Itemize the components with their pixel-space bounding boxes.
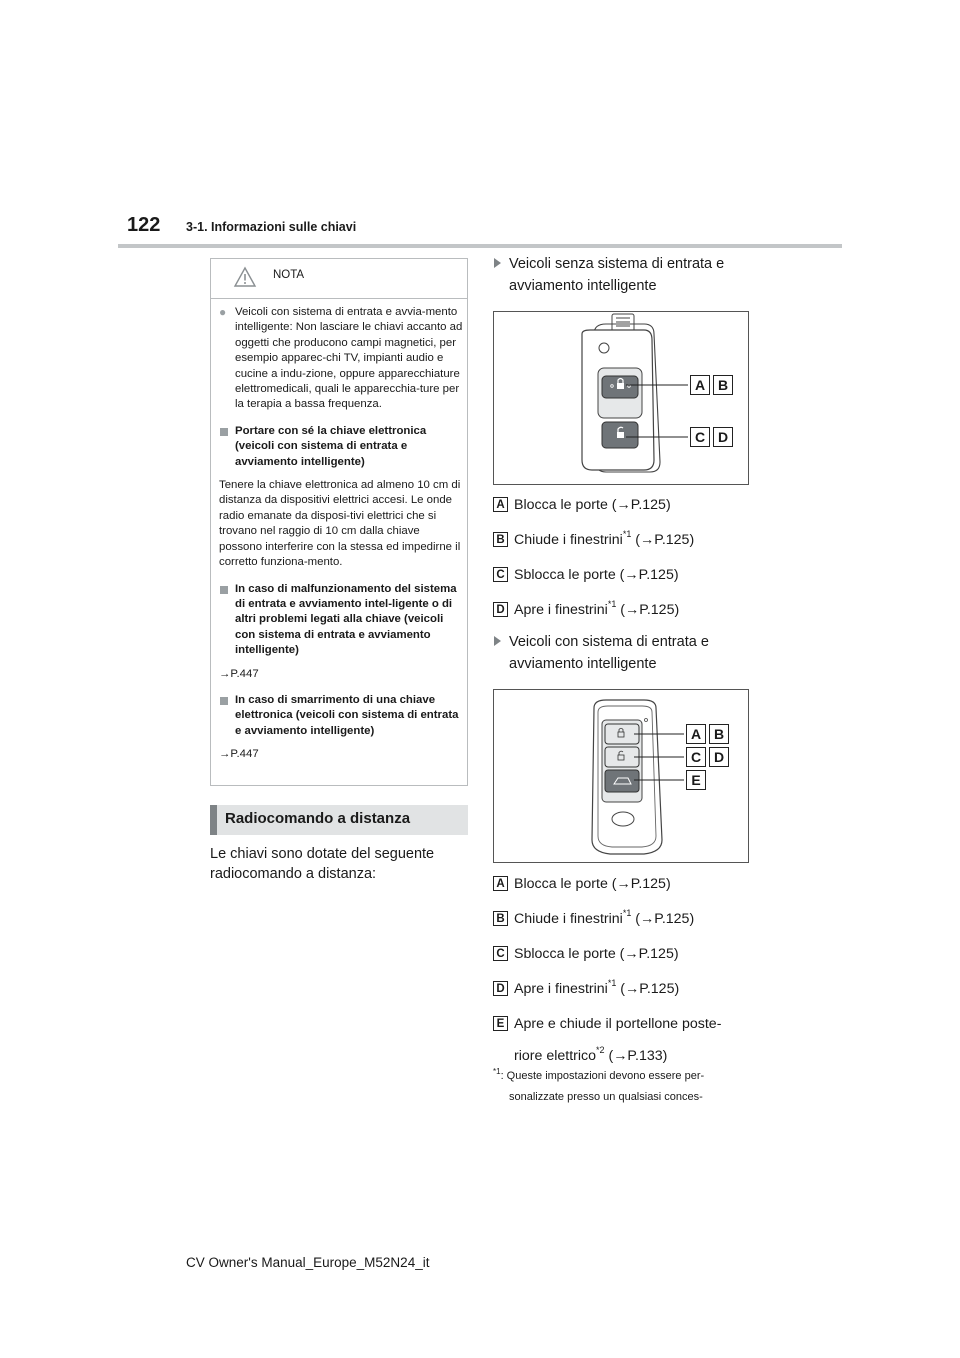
figure-label-c: C: [690, 427, 710, 447]
square-bullet-icon: [220, 586, 228, 594]
legend-text: Apre i finestrini$^{*1}$ (→P.125): [514, 599, 680, 618]
smart-key-figure: [493, 689, 749, 863]
variant2-heading-line2: avviamento intelligente: [509, 656, 657, 672]
legend-letter: C: [493, 567, 508, 582]
variant1-heading-line2: avviamento intelligente: [509, 278, 657, 294]
legend-text: Blocca le porte (→P.125): [514, 876, 671, 892]
legend-text: Sblocca le porte (→P.125): [514, 946, 679, 962]
smart-key-illustration: [494, 690, 748, 862]
header-rule: [118, 244, 842, 248]
nota-item-ref: →P.447: [219, 667, 259, 680]
variant1-heading-line1: Veicoli senza sistema di entrata e: [509, 256, 725, 272]
variant2-heading-line1: Veicoli con sistema di entrata e: [509, 634, 709, 650]
legend-letter: C: [493, 946, 508, 961]
warning-icon: [233, 266, 257, 288]
figure-label-b: B: [709, 724, 729, 744]
nota-item-title: In caso di smarrimento di una chiave elettronica (veicoli con sistema di entrata e avviamento intelligente): [235, 693, 459, 737]
heading-bar: [210, 805, 217, 835]
triangle-bullet-icon: [494, 636, 501, 646]
nota-header: [211, 259, 467, 299]
footnote: [493, 1066, 763, 1108]
nota-item-ref: →P.447: [219, 748, 259, 761]
figure-label-c: C: [686, 747, 706, 767]
nota-item-title: Portare con sé la chiave elettronica (veicoli con sistema di entrata e avviamento intelligente): [235, 424, 427, 468]
legend-letter: D: [493, 981, 508, 996]
square-bullet-icon: [220, 428, 228, 436]
nota-item-body: Tenere la chiave elettronica ad almeno 10 cm di distanza da dispositivi elettrici accesi. Le onde radio emanate da disposi-tivi elettrici che si trovano nel raggio di 10 cm dalla chiave possono interferire con la stessa ed impedirne il corretto funziona-mento.: [219, 479, 461, 569]
legend-text: Sblocca le porte (→P.125): [514, 567, 679, 583]
nota-divider: [211, 298, 467, 299]
nota-item: [219, 424, 463, 470]
nota-item-text: Veicoli con sistema di entrata e avvia-mento intelligente: Non lasciare le chiavi accanto ad oggetti che producono campi magnetici, per esempio apparec-chi TV, impianti audio e cucine a indu-zione, oppure apparecchiature elettromedicali, quali le apparecchia-ture per la terapia a bassa frequenza.: [235, 306, 463, 411]
legend-text: Apre e chiude il portellone poste-: [514, 1016, 722, 1032]
figure-label-a: A: [686, 724, 706, 744]
section-title: 3-1. Informazioni sulle chiavi: [186, 220, 357, 234]
radio-heading-text: Radiocomando a distanza: [225, 810, 411, 827]
nota-item: [219, 305, 463, 413]
figure-label-d: D: [713, 427, 733, 447]
legend-text: Apre i finestrini$^{*1}$ (→P.125): [514, 978, 680, 997]
folding-key-illustration: [494, 312, 748, 484]
legend-letter: A: [493, 497, 508, 512]
variant2-heading: [492, 631, 779, 675]
legend-text: Blocca le porte (→P.125): [514, 497, 671, 513]
legend-letter: D: [493, 602, 508, 617]
nota-box: [210, 258, 468, 786]
square-bullet-icon: [220, 697, 228, 705]
nota-item: [219, 693, 463, 739]
legend-text-line2: riore elettrico$^{*2}$ (→P.133): [514, 1045, 668, 1064]
legend-letter: B: [493, 532, 508, 547]
legend-text: Chiude i finestrini$^{*1}$ (→P.125): [514, 908, 695, 927]
legend-letter: E: [493, 1016, 508, 1031]
page-number: 122: [127, 214, 161, 236]
legend-letter: B: [493, 911, 508, 926]
footnote-line1: $^{*1}$: Queste impostazioni devono essere per-: [493, 1067, 705, 1082]
nota-item-title: In caso di malfunzionamento del sistema di entrata e avviamento intel-ligente o di altri problemi legati alla chiave (veicoli con sistema di entrata e avviamento intelligente): [235, 582, 457, 657]
nota-label: NOTA: [273, 269, 305, 281]
figure-label-e: E: [686, 770, 706, 790]
nota-item: [219, 582, 463, 659]
triangle-bullet-icon: [494, 258, 501, 268]
figure-label-d: D: [709, 747, 729, 767]
circle-bullet-icon: ●: [219, 305, 227, 319]
figure-label-b: B: [713, 375, 733, 395]
figure-label-a: A: [690, 375, 710, 395]
footer: CV Owner's Manual_Europe_M52N24_it: [186, 1255, 430, 1270]
legend-text: Chiude i finestrini$^{*1}$ (→P.125): [514, 529, 695, 548]
nota-body: [219, 305, 463, 774]
variant1-heading: [492, 253, 779, 297]
radio-heading: [210, 805, 468, 835]
folding-key-figure: [493, 311, 749, 485]
radio-intro: Le chiavi sono dotate del seguente radiocomando a distanza:: [210, 846, 435, 882]
legend-letter: A: [493, 876, 508, 891]
footnote-line2: sonalizzate presso un qualsiasi conces-: [509, 1091, 703, 1103]
